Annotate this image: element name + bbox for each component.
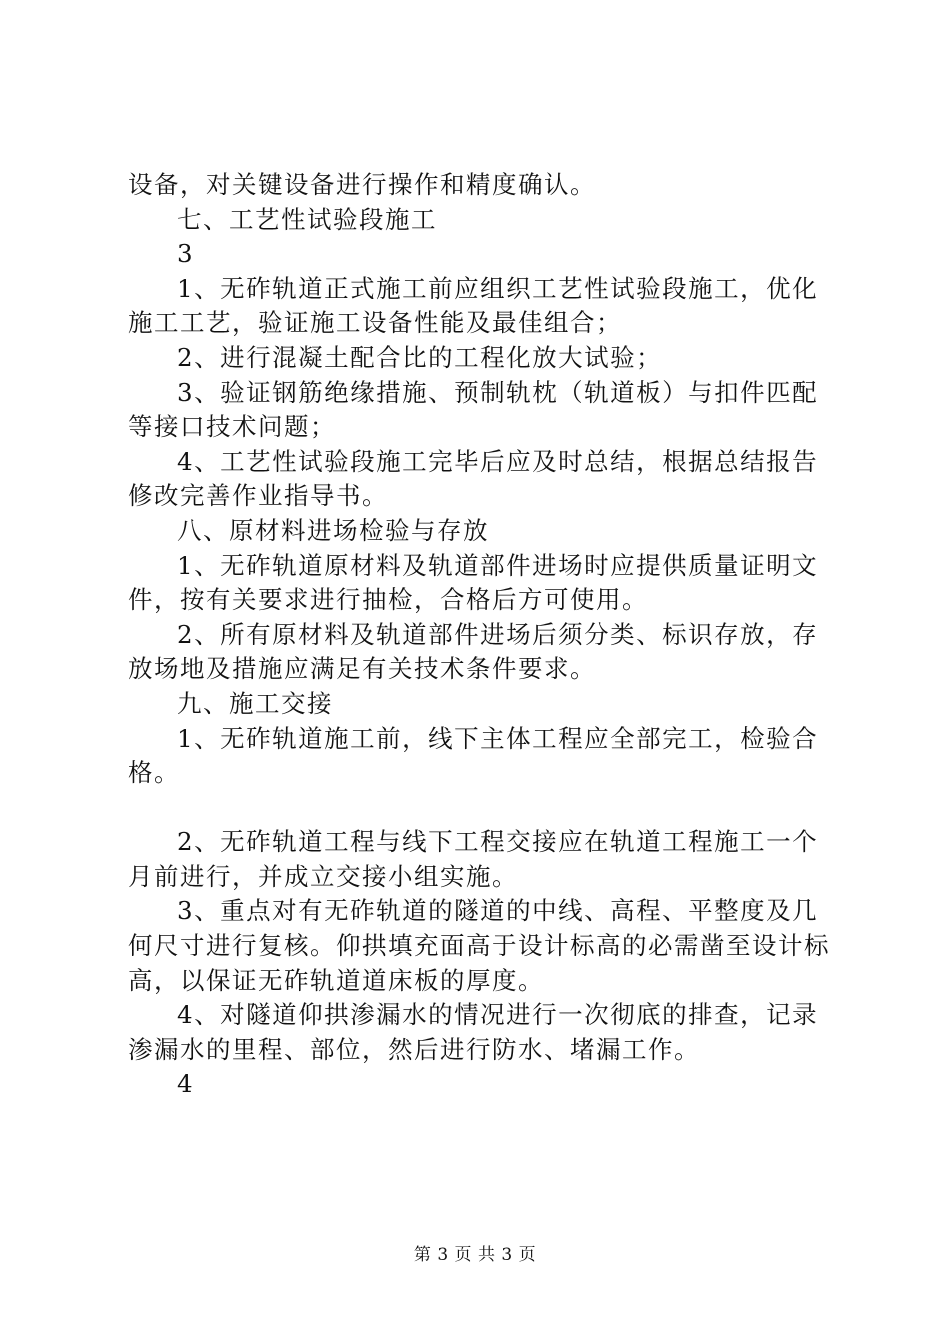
list-item: 1、无砟轨道原材料及轨道部件进场时应提供质量证明文件，按有关要求进行抽检，合格后方可使用。 [128, 550, 819, 615]
document-body [128, 168, 840, 1102]
list-item: 4、对隧道仰拱渗漏水的情况进行一次彻底的排查，记录渗漏水的里程、部位，然后进行防水、堵漏工作。 [128, 1000, 819, 1064]
list-item: 1、无砟轨道施工前，线下主体工程应全部完工，检验合格。 [128, 723, 819, 788]
blank-line [128, 791, 840, 826]
list-item: 3、验证钢筋绝缘措施、预制轨枕（轨道板）与扣件匹配等接口技术问题； [128, 377, 819, 442]
list-item: 3、重点对有无砟轨道的隧道的中线、高程、平整度及几何尺寸进行复核。仰拱填充面高于设计标高的必需凿至设计标高，以保证无砟轨道道床板的厚度。 [128, 896, 830, 995]
list-item: 2、无砟轨道工程与线下工程交接应在轨道工程施工一个月前进行，并成立交接小组实施。 [128, 827, 819, 891]
list-item: 1、无砟轨道正式施工前应组织工艺性试验段施工，优化施工工艺，验证施工设备性能及最佳组合； [128, 273, 819, 338]
page-number-marker: 4 [177, 1069, 195, 1099]
section-heading-9: 九、施工交接 [177, 688, 333, 718]
list-item: 4、工艺性试验段施工完毕后应及时总结，根据总结报告修改完善作业指导书。 [128, 446, 819, 511]
list-item: 2、所有原材料及轨道部件进场后须分类、标识存放，存放场地及措施应满足有关技术条件要求。 [128, 619, 819, 684]
section-heading-7: 七、工艺性试验段施工 [177, 204, 437, 234]
section-heading-8: 八、原材料进场检验与存放 [177, 515, 489, 545]
page-footer: 第 3 页 共 3 页 [413, 1245, 537, 1265]
paragraph-continuation: 设备，对关键设备进行操作和精度确认。 [128, 170, 596, 199]
page-number-marker: 3 [177, 239, 195, 269]
list-item: 2、进行混凝土配合比的工程化放大试验； [177, 342, 663, 372]
